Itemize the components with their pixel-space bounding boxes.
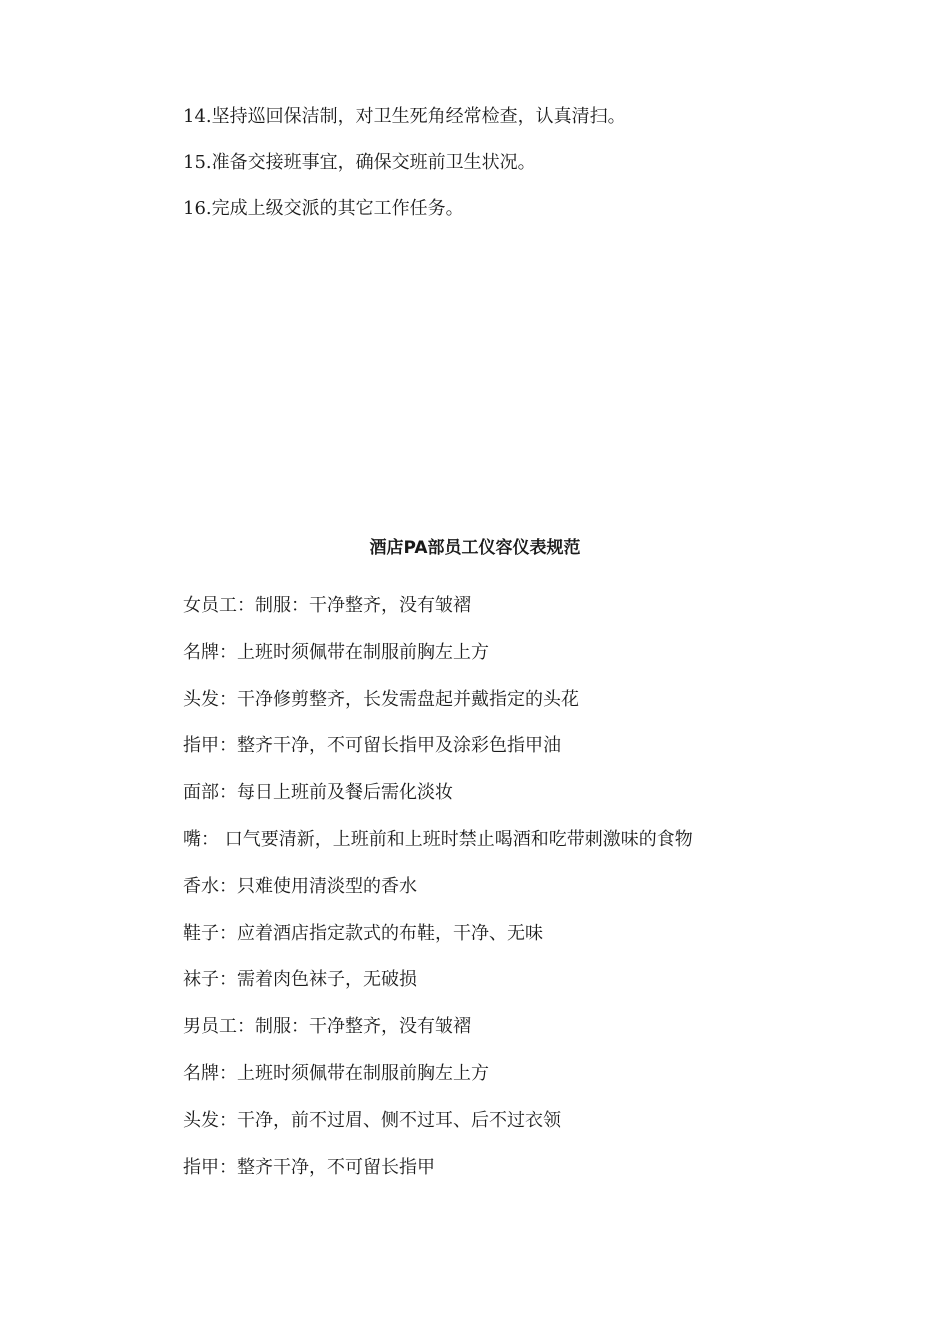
rule-item: 香水：只难使用清淡型的香水	[183, 875, 417, 897]
rule-item: 男员工：制服：干净整齐，没有皱褶	[183, 1016, 471, 1038]
rule-item: 名牌：上班时须佩带在制服前胸左上方	[183, 1062, 489, 1084]
grooming-rules-list	[183, 593, 693, 1201]
duty-item: 16.完成上级交派的其它工作任务。	[183, 198, 464, 219]
duty-item: 15.准备交接班事宜，确保交班前卫生状况。	[183, 152, 536, 173]
rule-item: 鞋子：应着酒店指定款式的布鞋，干净、无味	[183, 922, 543, 944]
duty-item: 14.坚持巡回保洁制，对卫生死角经常检查，认真清扫。	[183, 106, 626, 127]
rule-item: 面部：每日上班前及餐后需化淡妆	[183, 782, 453, 804]
rule-item: 女员工：制服：干净整齐，没有皱褶	[183, 595, 471, 616]
rule-item: 指甲：整齐干净，不可留长指甲	[183, 1156, 435, 1178]
rule-item: 头发：干净修剪整齐，长发需盘起并戴指定的头花	[183, 688, 579, 710]
section-title: 酒店PA部员工仪容仪表规范	[369, 538, 581, 558]
duty-list	[183, 104, 626, 242]
rule-item: 头发：干净，前不过眉、侧不过耳、后不过衣领	[183, 1109, 561, 1131]
rule-item: 嘴： 口气要清新，上班前和上班时禁止喝酒和吃带刺激味的食物	[183, 828, 693, 850]
rule-item: 指甲：整齐干净，不可留长指甲及涂彩色指甲油	[183, 735, 561, 757]
rule-item: 袜子：需着肉色袜子，无破损	[183, 969, 417, 991]
rule-item: 名牌：上班时须佩带在制服前胸左上方	[183, 641, 489, 663]
